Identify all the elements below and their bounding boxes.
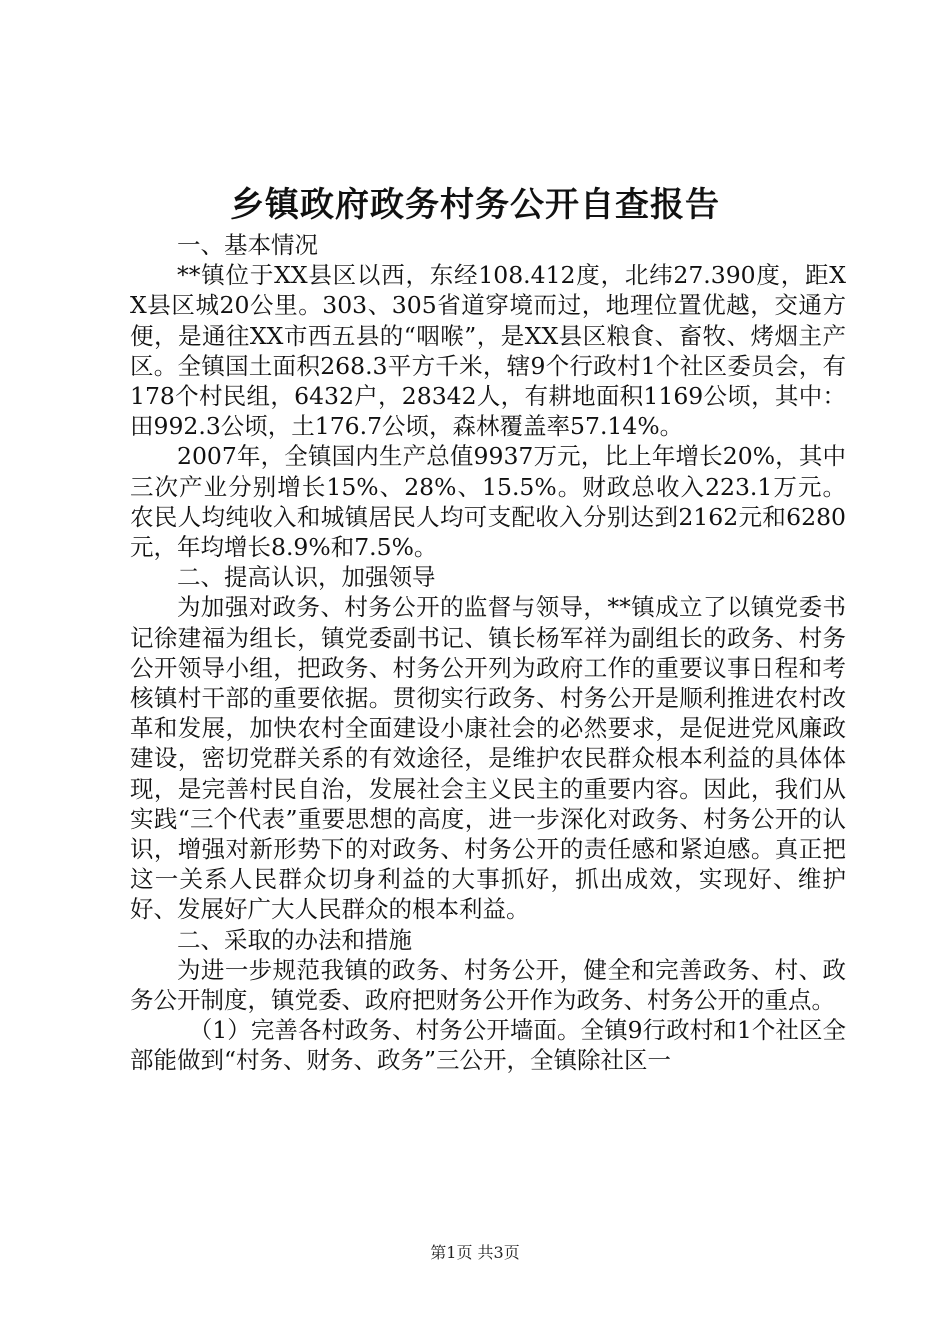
section-heading-leadership: 二、提高认识，加强领导 bbox=[177, 563, 436, 592]
paragraph-location: **镇位于XX县区以西，东经108.412度，北纬27.390度，距XX县区城20公里。303、305省道穿境而过，地理位置优越，交通方便，是通往XX市西五县的“咽喉”，是XX县区粮食、畜牧、烤烟主产区。全镇国土面积268.3平方千米，辖9个行政村1个社区委员会，有178个村民组，6432户，28342人，有耕地面积1169公顷，其中：田992.3公顷，土176.7公顷，森林覆盖率57.14%。 bbox=[130, 261, 846, 441]
paragraph-economy: 2007年，全镇国内生产总值9937万元，比上年增长20%，其中三次产业分别增长15%、28%、15.5%。财政总收入223.1万元。农民人均纯收入和城镇居民人均可支配收入分别达到2162元和6280元，年均增长8.9%和7.5%。 bbox=[130, 442, 846, 562]
paragraph-measures: 为进一步规范我镇的政务、村务公开，健全和完善政务、村、政务公开制度，镇党委、政府把财务公开作为政务、村务公开的重点。 bbox=[130, 955, 846, 1015]
page-footer: 第1页 共3页 bbox=[430, 1243, 520, 1262]
document-body bbox=[130, 230, 846, 1076]
paragraph-leadership: 为加强对政务、村务公开的监督与领导，**镇成立了以镇党委书记徐建福为组长，镇党委副书记、镇长杨军祥为副组长的政务、村务公开领导小组，把政务、村务公开列为政府工作的重要议事日程和考核镇村干部的重要依据。贯彻实行政务、村务公开是顺利推进农村改革和发展，加快农村全面建设小康社会的必然要求，是促进党风廉政建设，密切党群关系的有效途径，是维护农民群众根本利益的具体体现，是完善村民自治，发展社会主义民主的重要内容。因此，我们从实践“三个代表”重要思想的高度，进一步深化对政务、村务公开的认识，增强对新形势下的对政务、村务公开的责任感和紧迫感。真正把这一关系人民群众切身利益的大事抓好，抓出成效，实现好、维护好、发展好广大人民群众的根本利益。 bbox=[130, 593, 846, 924]
paragraph-item-1: （1）完善各村政务、村务公开墙面。全镇9行政村和1个社区全部能做到“村务、财务、政务”三公开，全镇除社区一 bbox=[130, 1016, 846, 1075]
document-title: 乡镇政府政务村务公开自查报告 bbox=[230, 185, 720, 225]
section-heading-basic-info: 一、基本情况 bbox=[177, 231, 318, 259]
section-heading-measures: 二、采取的办法和措施 bbox=[177, 925, 412, 954]
